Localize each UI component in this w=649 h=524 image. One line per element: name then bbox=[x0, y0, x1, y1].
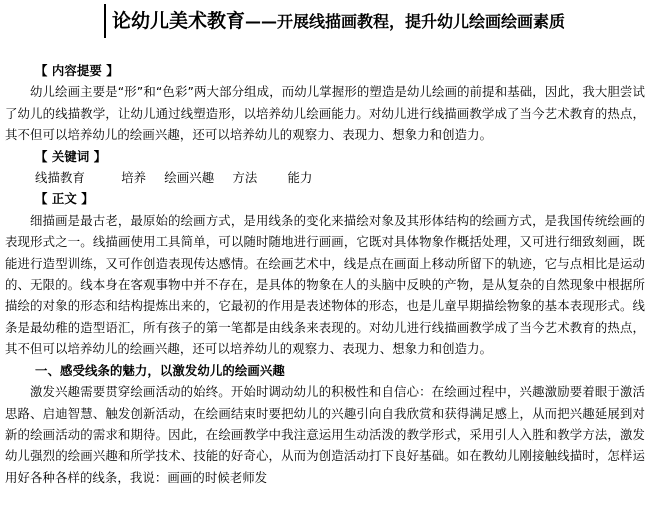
body-heading: 【 正文 】 bbox=[35, 191, 94, 207]
keywords-text: 线描教育 培养 绘画兴趣 方法 能力 bbox=[35, 170, 313, 186]
title-subtitle: 开展线描画教程，提升幼儿绘画绘画素质 bbox=[277, 12, 566, 31]
title-dash: —— bbox=[245, 12, 278, 31]
body-paragraph-1: 细描画是最古老，最原始的绘画方式，是用线条的变化来描绘对象及其形体结构的绘画方式，是我国传统绘画的表现形式之一。线描画使用工具简单，可以随时随地进行画画，它既对具体物象作概括处理，又可进行细致刻画，既能进行造型训练，又可作创造表现传达感情。在绘画艺术中，线是点在画面上移动所留下的轨迹，它与点相比是运动的、无限的。线本身在客观事物中并不存在，是具体的物象在人的头脑中反映的产物，是从复杂的自然现象中根据所描绘的对象的形态和结构提炼出来的，它最初的作用是表述物体的形态，也是儿童早期描绘物象的基本表现形式。线条是最幼稚的造型语汇，所有孩子的第一笔都是由线条来表现的。对幼儿进行线描画教学成了当今艺术教育的热点，其不但可以培养幼儿的绘画兴趣，还可以培养幼儿的观察力、表现力、想象力和创造力。 bbox=[5, 212, 645, 357]
title-main: 论幼儿美术教育 bbox=[112, 10, 246, 32]
keywords-heading: 【 关键词 】 bbox=[35, 148, 107, 164]
title-block bbox=[104, 4, 565, 38]
abstract-text: 幼儿绘画主要是“形”和“色彩”两大部分组成，而幼儿掌握形的塑造是幼儿绘画的前提和基础，因此，我大胆尝试了幼儿的线描教学，让幼儿通过线塑造形，以培养幼儿绘画能力。对幼儿进行线描画教学成了当今艺术教育的热点，其不但可以培养幼儿的绘画兴趣，还可以培养幼儿的观察力、表现力、想象力和创造力。 bbox=[5, 84, 645, 143]
document-body bbox=[5, 60, 645, 488]
section-1-heading: 一、感受线条的魅力，以激发幼儿的绘画兴趣 bbox=[35, 362, 285, 378]
body-paragraph-2: 激发兴趣需要贯穿绘画活动的始终。开始时调动幼儿的积极性和自信心：在绘画过程中，兴趣激励要着眼于激活思路、启迪智慧、触发创新活动，在绘画结束时要把幼儿的兴趣引向自我欣赏和获得满足感上，从而把兴趣延展到对新的绘画活动的需求和期待。因此，在绘画教学中我注意运用生动活泼的教学形式，采用引人入胜和教学方法，激发幼儿强烈的绘画兴趣和所学技术、技能的好奇心，从而为创造活动打下良好基础。如在教幼儿刚接触线描时，怎样运用好各种各样的线条，我说：画画的时候老师发 bbox=[5, 384, 645, 485]
page-title bbox=[112, 4, 565, 39]
abstract-heading: 【 内容提要 】 bbox=[35, 63, 119, 78]
